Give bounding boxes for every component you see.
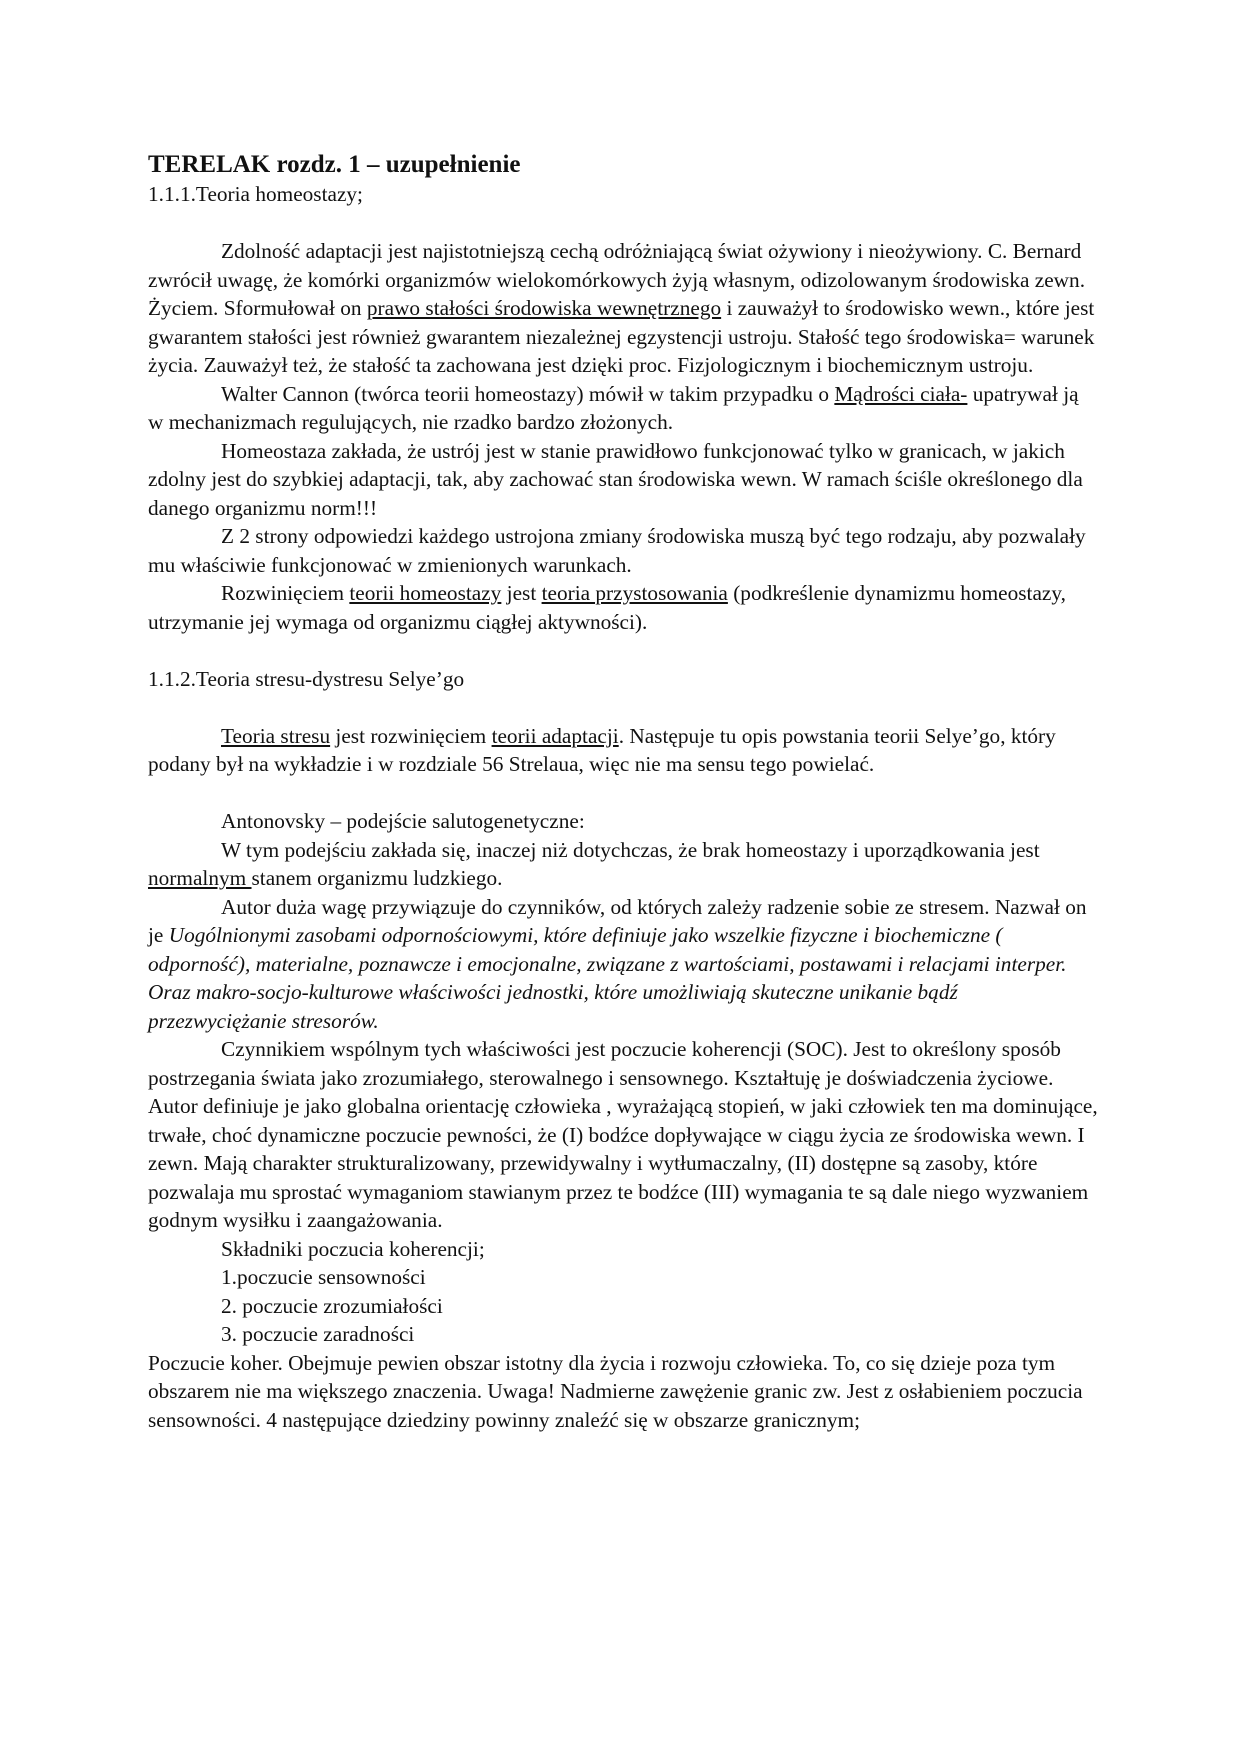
text-run: stanem organizmu ludzkiego. (251, 866, 503, 890)
section-heading-stress: 1.1.2.Teoria stresu-dystresu Selye’go (148, 666, 465, 691)
underlined-term: teorii adaptacji (491, 723, 619, 748)
document-title: TERELAK rozdz. 1 – uzupełnienie (148, 151, 521, 178)
blank-line (148, 693, 1098, 722)
document-page (148, 150, 1098, 1434)
antonovsky-heading: Antonovsky – podejście salutogenetyczne: (221, 809, 585, 833)
component-item: 1.poczucie sensowności (221, 1265, 426, 1289)
text-run: Autor duża wagę przywiązuje do czynników, od których zależy radzenie sobie ze stresem. Nazwał on je (148, 894, 1087, 947)
underlined-term: Mądrości ciała- (834, 381, 968, 406)
text-run: (podkreślenie dynamizmu homeostazy, utrzymanie jej wymaga od organizmu ciągłej aktywności). (148, 581, 1066, 634)
text-run: Walter Cannon (twórca teorii homeostazy) mówił w takim przypadku o (221, 381, 835, 406)
text-run: Rozwinięciem (221, 581, 350, 605)
underlined-term: prawo stałości środowiska wewnętrznego (366, 296, 722, 320)
text-run: upatrywał ją w mechanizmach regulujących, nie rzadko bardzo złożonych. (148, 381, 1079, 434)
paragraph-response: Z 2 strony odpowiedzi każdego ustrojona zmiany środowiska muszą być tego rodzaju, aby pozwalały mu właściwie funkcjonować w zmienionych warunkach. (148, 524, 1086, 577)
underlined-term: Teoria stresu (221, 723, 331, 748)
component-item: 2. poczucie zrozumiałości (221, 1293, 443, 1318)
component-item: 3. poczucie zaradności (221, 1322, 415, 1346)
text-run: . Następuje tu opis powstania teorii Selye’go, który podany był na wykładzie i w rozdziale 56 Strelaua, więc nie ma sensu tego powielać. (148, 723, 1056, 776)
underlined-term: teoria przystosowania (541, 581, 728, 605)
blank-line (148, 779, 1098, 808)
text-run: i zauważył to środowisko wewn., które jest gwarantem stałości jest również gwarantem niezależnej egzystencji ustroju. Stałość tego środowiska= warunek życia. Zauważył też, że stałość ta zachowana jest dzięki proc. Fizjologicznym i biochemicznym ustroju. (148, 296, 1095, 377)
underlined-term: normalnym (148, 866, 252, 890)
paragraph-soc: Czynnikiem wspólnym tych właściwości jest poczucie koherencji (SOC). Jest to określony sposób postrzegania świata jako zrozumiałego, sterowalnego i sensownego. Kształtuję je doświadczenia życiowe. Autor definiuje je jako globalna orientację człowieka , wyrażającą stopień, w jaki człowiek ten ma dominujące, trwałe, choć dynamiczne poczucie pewności, że (I) bodźce dopływające w ciągu życia ze środowiska wewn. I zewn. Mają charakter strukturalizowany, przewidywalny i wytłumaczalny, (II) dostępne są zasoby, które pozwalaja mu sprostać wymaganiom stawianym przez te bodźce (III) wymagania te są dale niego wyzwaniem godnym wysiłku i zaangażowania. (148, 1037, 1098, 1232)
text-run: W tym podejściu zakłada się, inaczej niż dotychczas, że brak homeostazy i uporządkowania jest (221, 837, 1040, 862)
underlined-term: teorii homeostazy (349, 581, 502, 605)
blank-line (148, 209, 1098, 238)
blank-line (148, 636, 1098, 665)
paragraph-coherence-area: Poczucie koher. Obejmuje pewien obszar istotny dla życia i rozwoju człowieka. To, co się dzieje poza tym obszarem nie ma większego znaczenia. Uwaga! Nadmierne zawężenie granic zw. Jest z osłabieniem poczucia sensowności. 4 następujące dziedziny powinny znaleźć się w obszarze granicznym; (148, 1350, 1083, 1432)
italic-definition: Uogólnionymi zasobami odpornościowymi, które definiuje jako wszelkie fizyczne i biochemiczne ( odporność), materialne, poznawcze i emocjonalne, związane z wartościami, postawami i relacjami interper. Oraz makro-socjo-kulturowe właściwości jednostki, które umożliwiają skuteczne unikanie bądź przezwyciężanie stresorów. (148, 923, 1067, 1033)
text-run: Zdolność adaptacji jest najistotniejszą cechą odróżniającą świat ożywiony i nieożywiony. C. Bernard zwrócił uwagę, że komórki organizmów wielokomórkowych żyją własnym, odizolowanym środowiska zewn. Życiem. Sformułował on (148, 239, 1086, 320)
paragraph-homeostasis-assumes: Homeostaza zakłada, że ustrój jest w stanie prawidłowo funkcjonować tylko w granicach, w jakich zdolny jest do szybkiej adaptacji, tak, aby zachować stan środowiska wewn. W ramach ściśle określonego dla danego organizmu norm!!! (148, 438, 1083, 520)
paragraph-adaptation (148, 237, 1098, 380)
paragraph-resources (148, 893, 1098, 1036)
paragraph-stress-theory (148, 722, 1098, 779)
text-run: jest (501, 581, 542, 605)
paragraph-development (148, 579, 1098, 636)
section-heading-homeostasis: 1.1.1.Teoria homeostazy; (148, 182, 363, 206)
paragraph-salutogenic (148, 836, 1098, 893)
components-heading: Składniki poczucia koherencji; (221, 1236, 485, 1261)
paragraph-cannon (148, 380, 1098, 437)
text-run: jest rozwinięciem (330, 723, 492, 748)
